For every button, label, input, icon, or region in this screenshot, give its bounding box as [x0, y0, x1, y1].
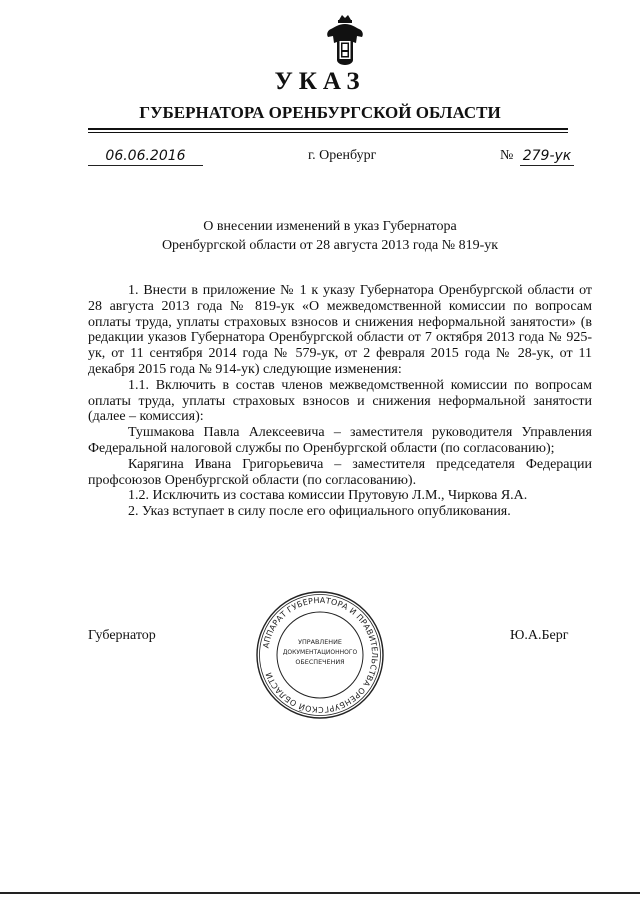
document-title: УКАЗ [274, 68, 366, 95]
stamp-center-line-2: ДОКУМЕНТАЦИОННОГО [282, 649, 358, 656]
body-paragraph-3: Тушмакова Павла Алексеевича – заместителя руководителя Управления Федеральной налоговой службы по Оренбургской области (по согласованию); [88, 425, 592, 456]
body-paragraph-6: 2. Указ вступает в силу после его официального опубликования. [128, 504, 511, 520]
stamp-ring-text: АППАРАТ ГУБЕРНАТОРА И ПРАВИТЕЛЬСТВА ОРЕНБУРГСКОЙ ОБЛАСТИ [261, 595, 380, 715]
body-paragraph-5: 1.2. Исключить из состава комиссии Прутовую Л.М., Чиркова Я.А. [128, 488, 528, 504]
document-city: г. Оренбург [308, 148, 377, 163]
stamp-center-line-1: УПРАВЛЕНИЕ [298, 638, 342, 646]
body-paragraph-4: Карягина Ивана Григорьевича – заместителя председателя Федерации профсоюзов Оренбургской области (по согласованию). [88, 456, 592, 488]
document-subject [100, 217, 560, 255]
number-label: № [500, 148, 514, 163]
header-rule-thin [88, 132, 568, 133]
official-stamp [254, 589, 386, 721]
footer-rule [0, 892, 640, 894]
body-paragraph-1: 1. Внести в приложение № 1 к указу Губернатора Оренбургской области от 28 августа 2013 года № 819-ук «О межведомственной комиссии по вопросам оплаты труда, уплаты страховых взносов и снижения неформальной занятости» (в редакции указов Губернатора Оренбургской области от 7 октября 2013 года № 925-ук, от 11 сентября 2014 года № 579-ук, от 2 февраля 2015 года № 28-ук, от 11 декабря 2015 года № 914-ук) следующие изменения: [88, 283, 592, 377]
document-subtitle: ГУБЕРНАТОРА ОРЕНБУРГСКОЙ ОБЛАСТИ [139, 103, 501, 122]
subject-line-1: О внесении изменений в указ Губернатора [203, 219, 457, 234]
coat-of-arms-icon [325, 14, 365, 66]
signatory-role: Губернатор [88, 628, 156, 643]
document-number: 279-ук [520, 148, 574, 166]
document-body [88, 283, 592, 520]
body-paragraph-2: 1.1. Включить в состав членов межведомственной комиссии по вопросам оплаты труда, уплаты страховых взносов и снижения неформальной занятости (далее – комиссия): [88, 377, 592, 425]
signatory-name: Ю.А.Берг [510, 628, 569, 643]
stamp-center-line-3: ОБЕСПЕЧЕНИЯ [295, 658, 345, 666]
subject-line-2: Оренбургской области от 28 августа 2013 года № 819-ук [161, 238, 499, 253]
header-rule-thick [88, 128, 568, 130]
document-date: 06.06.2016 [88, 148, 203, 166]
